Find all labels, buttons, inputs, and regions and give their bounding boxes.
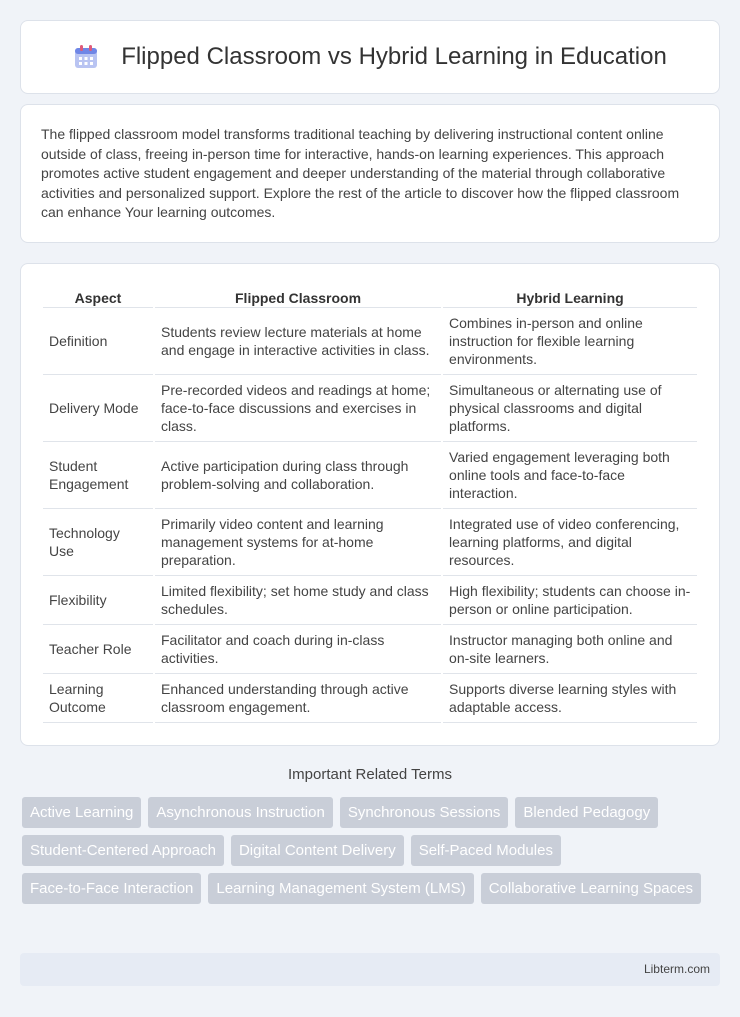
cell-aspect: Delivery Mode [43, 375, 153, 442]
related-term-tag[interactable]: Active Learning [22, 797, 141, 828]
cell-hybrid: High flexibility; students can choose in-person or online participation. [443, 576, 697, 625]
cell-flipped: Primarily video content and learning management systems for at-home preparation. [155, 509, 441, 576]
cell-hybrid: Combines in-person and online instruction for flexible learning environments. [443, 308, 697, 375]
cell-flipped: Facilitator and coach during in-class activities. [155, 625, 441, 674]
comparison-table [41, 284, 699, 723]
intro-paragraph: The flipped classroom model transforms traditional teaching by delivering instructional content online outside of class, freeing in-person time for interactive, hands-on learning experiences. This approach promotes active student engagement and deeper understanding of the material through collaborative activities and personalized support. Explore the rest of the article to discover how the flipped classroom can enhance Your learning outcomes. [41, 126, 680, 221]
cell-flipped: Pre-recorded videos and readings at home; face-to-face discussions and exercises in class. [155, 375, 441, 442]
cell-hybrid: Integrated use of video conferencing, learning platforms, and digital resources. [443, 509, 697, 576]
intro-card [20, 104, 720, 243]
related-term-tag[interactable]: Blended Pedagogy [515, 797, 658, 828]
cell-aspect: Definition [43, 308, 153, 375]
calendar-icon [73, 44, 99, 70]
table-header-row [43, 284, 697, 308]
cell-hybrid: Supports diverse learning styles with adaptable access. [443, 674, 697, 723]
table-row [43, 308, 697, 375]
related-term-tag[interactable]: Collaborative Learning Spaces [481, 873, 701, 904]
header-hybrid: Hybrid Learning [443, 284, 697, 308]
comparison-card [20, 263, 720, 746]
title-card [20, 20, 720, 94]
page-title: Flipped Classroom vs Hybrid Learning in Education [121, 43, 667, 70]
cell-aspect: Student Engagement [43, 442, 153, 509]
cell-aspect: Technology Use [43, 509, 153, 576]
related-term-tag[interactable]: Learning Management System (LMS) [208, 873, 473, 904]
header-flipped: Flipped Classroom [155, 284, 441, 308]
table-row [43, 576, 697, 625]
related-term-tag[interactable]: Asynchronous Instruction [148, 797, 332, 828]
header-aspect: Aspect [43, 284, 153, 308]
cell-hybrid: Simultaneous or alternating use of physical classrooms and digital platforms. [443, 375, 697, 442]
cell-hybrid: Instructor managing both online and on-site learners. [443, 625, 697, 674]
cell-flipped: Enhanced understanding through active classroom engagement. [155, 674, 441, 723]
related-terms-title: Important Related Terms [288, 766, 452, 783]
related-term-tag[interactable]: Synchronous Sessions [340, 797, 509, 828]
table-row [43, 442, 697, 509]
table-row [43, 674, 697, 723]
cell-aspect: Learning Outcome [43, 674, 153, 723]
footer [20, 953, 720, 986]
footer-site-link[interactable]: Libterm.com [643, 962, 710, 976]
table-row [43, 375, 697, 442]
table-row [43, 625, 697, 674]
cell-aspect: Flexibility [43, 576, 153, 625]
cell-flipped: Active participation during class through problem-solving and collaboration. [155, 442, 441, 509]
related-term-tag[interactable]: Self-Paced Modules [411, 835, 561, 866]
related-term-tag[interactable]: Student-Centered Approach [22, 835, 224, 866]
cell-flipped: Limited flexibility; set home study and class schedules. [155, 576, 441, 625]
cell-hybrid: Varied engagement leveraging both online tools and face-to-face interaction. [443, 442, 697, 509]
table-row [43, 509, 697, 576]
related-term-tag[interactable]: Digital Content Delivery [231, 835, 404, 866]
related-term-tag[interactable]: Face-to-Face Interaction [22, 873, 201, 904]
related-terms-list [22, 797, 722, 904]
cell-aspect: Teacher Role [43, 625, 153, 674]
cell-flipped: Students review lecture materials at home and engage in interactive activities in class. [155, 308, 441, 375]
